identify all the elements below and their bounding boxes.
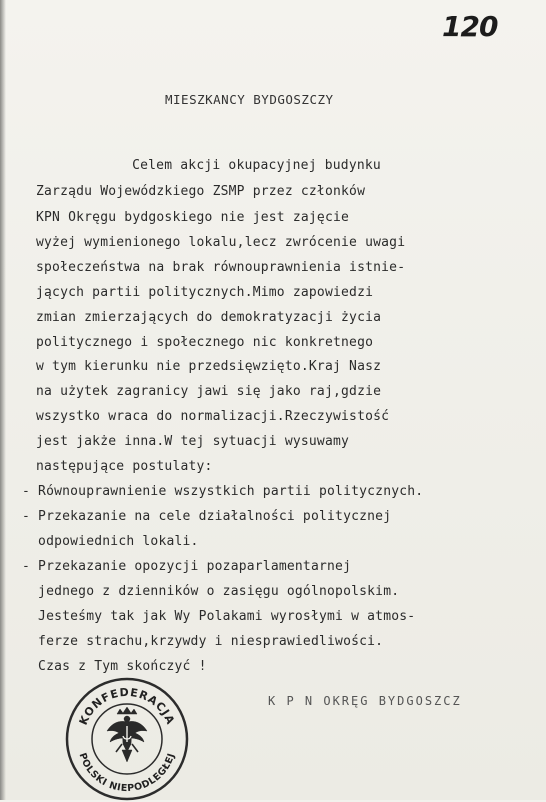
body-line: ferze strachu,krzywdy i niesprawiedliwości.: [22, 634, 384, 649]
body-line: wszystko wraca do normalizacji.Rzeczywistość: [36, 409, 390, 424]
body-line: odpowiednich lokali.: [22, 534, 199, 549]
body-line: - Równouprawnienie wszystkich partii politycznych.: [22, 484, 424, 499]
body-line: społeczeństwa na brak równouprawnienia istnie-: [36, 260, 406, 275]
body-line: Czas z Tym skończyć !: [22, 659, 207, 674]
body-line: - Przekazanie na cele działalności politycznej: [22, 509, 392, 524]
body-line: jest jakże inna.W tej sytuacji wysuwamy: [36, 434, 350, 449]
body-line: politycznego i społecznego nic konkretnego: [36, 335, 374, 350]
body-line: - Przekazanie opozycji pozaparlamentarnej: [22, 559, 352, 574]
body-line: Jesteśmy tak jak Wy Polakami wyrosłymi w atmos-: [22, 609, 416, 624]
page-number: 120: [442, 10, 498, 43]
body-line: na użytek zagranicy jawi się jako raj,gdzie: [36, 384, 382, 399]
signature-line: K P N OKRĘG BYDGOSZCZ: [268, 694, 462, 708]
body-line: KPN Okręgu bydgoskiego nie jest zajęcie: [36, 210, 350, 225]
body-line: Celem akcji okupacyjnej budynku: [100, 158, 381, 173]
seal-stamp: [64, 676, 190, 802]
page-edge-shadow: [0, 0, 6, 800]
seal-bottom-text: POLSKI NIEPODLEGŁEJ: [76, 751, 178, 795]
body-line: zmian zmierzających do demokratyzacji życia: [36, 310, 382, 325]
body-line: jednego z dzienników o zasięgu ogólnopolskim.: [22, 584, 400, 599]
body-line: jących partii politycznych.Mimo zapowiedzi: [36, 285, 374, 300]
seal-top-text: KONFEDERACJA: [76, 685, 178, 727]
body-line: Zarządu Wojewódzkiego ZSMP przez członków: [36, 184, 366, 199]
body-line: w tym kierunku nie przedsięwzięto.Kraj Nasz: [36, 359, 382, 374]
body-line: wyżej wymienionego lokalu,lecz zwrócenie uwagi: [36, 235, 406, 250]
body-line: następujące postulaty:: [36, 459, 213, 474]
document-heading: MIESZKANCY BYDGOSZCZY: [165, 92, 334, 107]
eagle-emblem-icon: [107, 707, 147, 762]
